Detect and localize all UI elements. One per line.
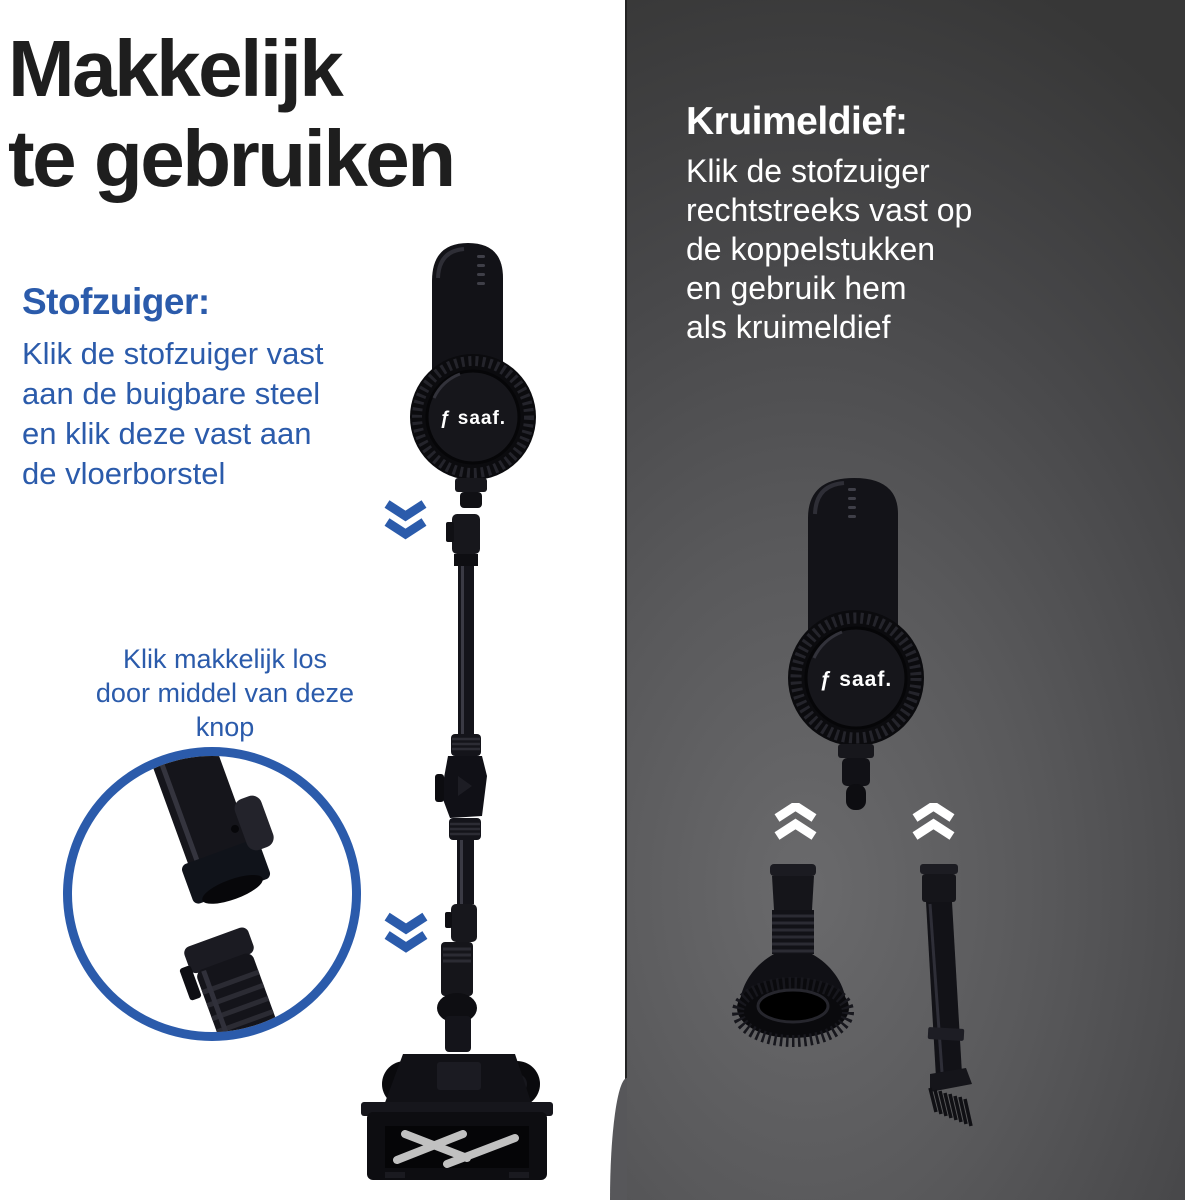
caption-line: knop	[195, 712, 255, 742]
main-heading	[8, 24, 454, 204]
description-line: Klik de stofzuiger	[686, 153, 930, 189]
stofzuiger-title: Stofzuiger:	[22, 281, 210, 322]
saaf-logo: ƒ saaf.	[819, 668, 893, 691]
comb-teeth	[930, 1088, 971, 1126]
description-line: en gebruik hem	[686, 270, 907, 306]
panel-bottom-curve	[610, 1078, 627, 1200]
caption-line: door middel van deze	[95, 678, 355, 708]
stofzuiger-description	[22, 334, 324, 494]
saaf-logo: ƒ saaf.	[439, 408, 507, 429]
description-line: en klik deze vast aan	[22, 416, 312, 451]
release-button-closeup-image	[72, 756, 352, 1032]
description-line: de vloerborstel	[22, 456, 226, 491]
brush-attachment-image	[730, 864, 856, 1078]
crevice-tool-image	[902, 864, 976, 1150]
main-heading-line2: te gebruiken	[8, 114, 454, 203]
extension-tube-image	[424, 514, 494, 942]
kruimeldief-description	[686, 152, 972, 347]
vacuum-handheld-image	[782, 468, 932, 813]
chevron-double-up-icon	[772, 803, 819, 843]
description-line: Klik de stofzuiger vast	[22, 336, 324, 371]
kruimeldief-title: Kruimeldief:	[686, 100, 908, 143]
description-line: rechtstreeks vast op	[686, 192, 973, 228]
chevron-double-down-icon	[382, 500, 429, 540]
chevron-double-up-icon	[910, 803, 957, 843]
floor-brush-image	[345, 942, 563, 1194]
description-line: aan de buigbare steel	[22, 376, 321, 411]
description-line: de koppelstukken	[686, 231, 936, 267]
main-heading-line1: Makkelijk	[8, 24, 342, 113]
vacuum-unit-image	[398, 236, 548, 508]
detail-callout	[63, 747, 361, 1041]
caption-line: Klik makkelijk los	[122, 644, 328, 674]
release-button-caption	[40, 642, 410, 744]
description-line: als kruimeldief	[686, 309, 891, 345]
